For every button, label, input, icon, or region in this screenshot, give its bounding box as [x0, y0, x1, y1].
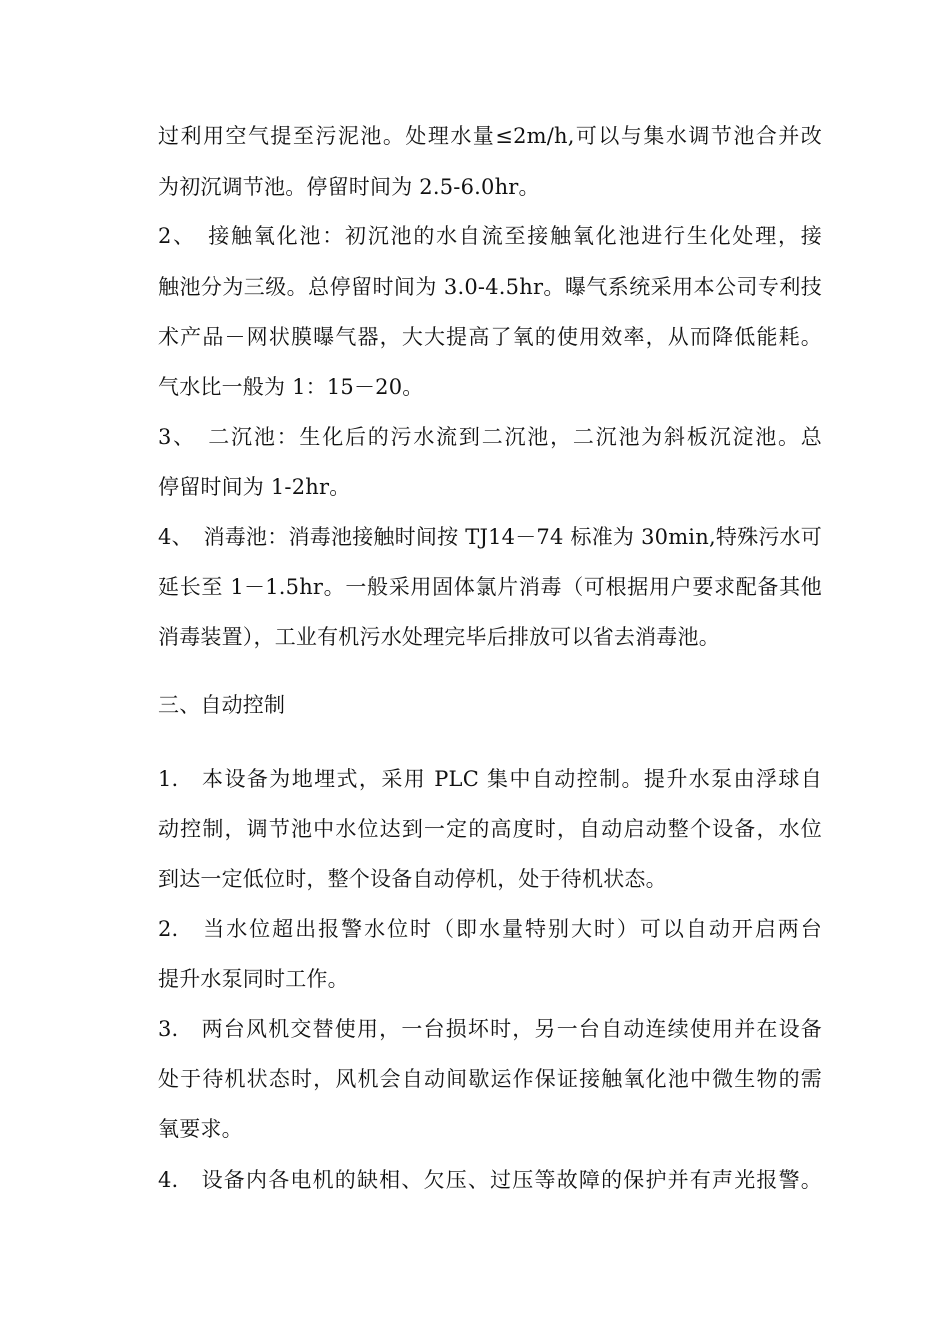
text-line: 动控制，调节池中水位达到一定的高度时，自动启动整个设备，水位: [158, 817, 822, 841]
text-line: 气水比一般为 1：15－20。: [158, 375, 424, 399]
text-line: 过利用空气提至污泥池。处理水量≤2m/h,可以与集水调节池合并改: [158, 124, 822, 148]
section-heading: 三、自动控制: [158, 693, 286, 717]
text-line: 消毒装置），工业有机污水处理完毕后排放可以省去消毒池。: [158, 625, 720, 649]
list-item-3-line-1: 3、 二沉池：生化后的污水流到二沉池，二沉池为斜板沉淀池。总: [158, 425, 822, 449]
control-item-3-line-1: 3. 两台风机交替使用，一台损坏时，另一台自动连续使用并在设备: [158, 1017, 822, 1041]
text-line: 提升水泵同时工作。: [158, 967, 349, 991]
control-item-2-line-1: 2. 当水位超出报警水位时（即水量特别大时）可以自动开启两台: [158, 917, 822, 941]
text-line: 触池分为三级。总停留时间为 3.0-4.5hr。曝气系统采用本公司专利技: [158, 275, 822, 299]
text-line: 延长至 1－1.5hr。一般采用固体氯片消毒（可根据用户要求配备其他: [158, 575, 822, 599]
text-line: 到达一定低位时，整个设备自动停机，处于待机状态。: [158, 867, 667, 891]
text-line: 术产品－网状膜曝气器，大大提高了氧的使用效率，从而降低能耗。: [158, 325, 822, 349]
list-item-4-line-1: 4、 消毒池：消毒池接触时间按 TJ14－74 标准为 30min,特殊污水可: [158, 525, 822, 549]
text-line: 处于待机状态时，风机会自动间歇运作保证接触氧化池中微生物的需: [158, 1067, 822, 1091]
text-line: 为初沉调节池。停留时间为 2.5-6.0hr。: [158, 175, 540, 199]
text-line: 停留时间为 1-2hr。: [158, 475, 351, 499]
list-item-2-line-1: 2、 接触氧化池：初沉池的水自流至接触氧化池进行生化处理，接: [158, 224, 822, 248]
control-item-4-line-1: 4. 设备内各电机的缺相、欠压、过压等故障的保护并有声光报警。: [158, 1168, 822, 1192]
control-item-1-line-1: 1. 本设备为地埋式，采用 PLC 集中自动控制。提升水泵由浮球自: [158, 767, 822, 791]
text-line: 氧要求。: [158, 1117, 243, 1141]
